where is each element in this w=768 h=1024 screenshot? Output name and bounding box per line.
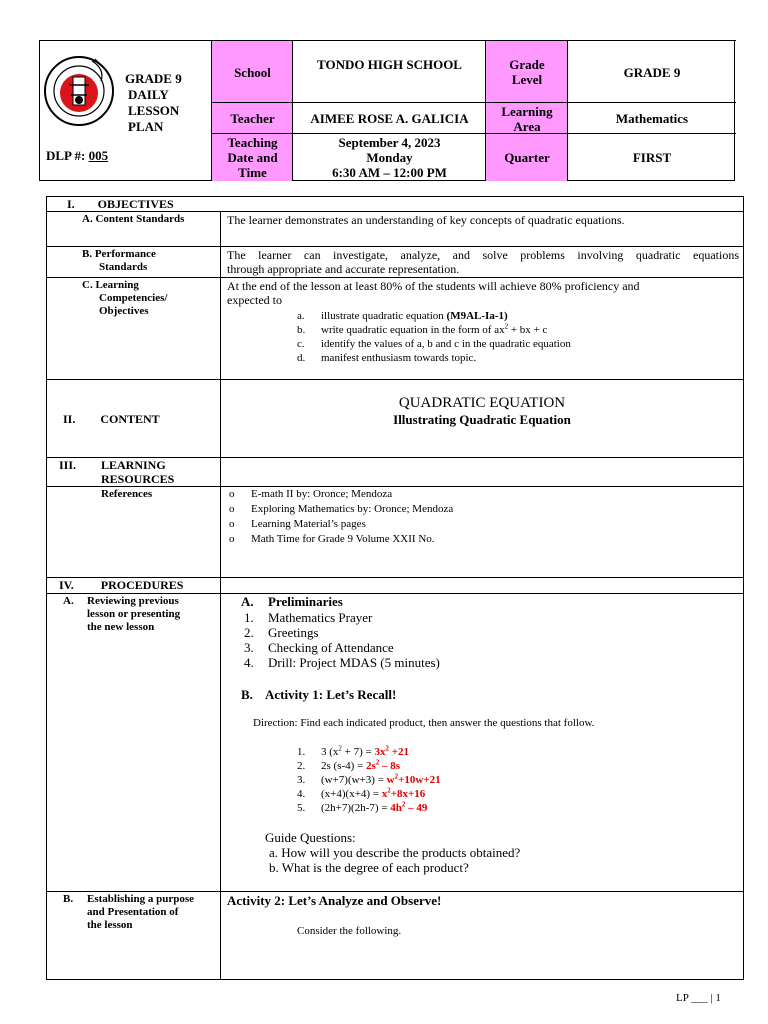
competencies-label-line: Competencies/ <box>99 292 168 304</box>
item-text: Drill: Project MDAS (5 minutes) <box>268 655 440 670</box>
product-number: 2. <box>297 760 306 772</box>
quarter-label-text: Quarter <box>504 150 550 165</box>
quarter-label <box>485 133 568 181</box>
plan-title <box>125 71 182 135</box>
dlp-label: DLP #: <box>46 148 86 163</box>
answer-sup: 2 <box>394 772 399 781</box>
reference-item <box>229 488 453 503</box>
grade-level-value <box>567 40 736 103</box>
item-text-rest: + bx + c <box>508 324 548 336</box>
school-label-text: School <box>234 64 271 80</box>
learning-area-label-text: Learning Area <box>501 103 553 134</box>
product-item <box>297 774 441 788</box>
item-text: Greetings <box>268 625 319 640</box>
day-line: Monday <box>366 150 413 165</box>
activity2-title: Activity 2: Let’s Analyze and Observe! <box>227 893 442 908</box>
content-title-block <box>221 395 743 427</box>
product-item <box>297 788 441 802</box>
performance-text-line: through appropriate and accurate representation. <box>227 262 460 276</box>
teacher-label <box>211 102 293 134</box>
references-list <box>229 488 453 548</box>
product-item <box>297 802 441 816</box>
item-code: (M9AL-Ia-1) <box>446 310 508 322</box>
teaching-date-value <box>292 133 486 181</box>
item-letter: a. <box>297 310 305 322</box>
school-value <box>292 40 486 103</box>
answer-sup: 2 <box>375 758 380 767</box>
content-standards-text: The learner demonstrates an understanding of key concepts of quadratic equations. <box>227 213 625 227</box>
time-line: 6:30 AM – 12:00 PM <box>332 165 447 180</box>
guide-question-a: a. How will you describe the products obtained? <box>269 845 521 860</box>
quarter-value <box>567 133 736 181</box>
product-item <box>297 746 441 760</box>
grade-level-value-text: GRADE 9 <box>623 64 681 80</box>
preliminary-item <box>244 610 440 625</box>
item-number: 2. <box>244 625 254 640</box>
procedures-label: PROCEDURES <box>100 578 184 592</box>
column-divider <box>220 211 221 980</box>
performance-label-line: B. Performance <box>82 248 156 260</box>
lesson-table <box>46 196 744 980</box>
item-number: 3. <box>244 640 254 655</box>
reference-text: Learning Material’s pages <box>251 518 366 530</box>
product-answer-rest: +10w+21 <box>398 774 441 786</box>
plan-title-line: DAILY <box>128 87 169 102</box>
procedure-a-line: the new lesson <box>87 621 155 633</box>
content-label: CONTENT <box>100 412 160 426</box>
products-list <box>297 746 441 816</box>
content-num: II. <box>63 412 76 426</box>
procedure-letter: A. <box>63 595 74 607</box>
competencies-intro-line: At the end of the lesson at least 80% of the students will achieve 80% proficiency and <box>227 279 640 293</box>
row-divider <box>47 379 743 380</box>
row-divider <box>47 246 743 247</box>
objectives-num: I. <box>67 197 75 211</box>
objective-item-d <box>297 352 476 365</box>
product-answer: x <box>381 788 388 800</box>
competencies-label-line: C. Learning <box>82 279 139 291</box>
procedures-heading <box>59 578 183 592</box>
answer-sup: 2 <box>401 800 406 809</box>
item-number: 4. <box>244 655 254 670</box>
school-seal <box>43 55 115 127</box>
plan-title-line: LESSON <box>128 103 180 118</box>
item-letter: b. <box>297 324 306 336</box>
resources-label-line: LEARNING <box>101 458 166 472</box>
performance-standards-text <box>227 248 739 276</box>
activity1-letter: B. <box>241 687 253 702</box>
reference-text: Exploring Mathematics by: Oronce; Mendoza <box>251 503 454 515</box>
activity1-title: Activity 1: Let’s Recall! <box>265 687 397 702</box>
school-seal-icon <box>43 55 115 127</box>
learning-area-value <box>567 102 736 134</box>
guide-question-b: b. What is the degree of each product? <box>269 860 469 875</box>
reference-item <box>229 503 453 518</box>
content-subtitle: Illustrating Quadratic Equation <box>393 412 571 427</box>
procedure-a-line: lesson or presenting <box>87 608 181 620</box>
bullet-icon: o <box>229 503 235 515</box>
performance-label-line: Standards <box>99 261 148 273</box>
procedure-b-line: Establishing a purpose <box>87 893 194 905</box>
competencies-intro <box>227 279 640 307</box>
item-text: write quadratic equation in the form of ax <box>321 324 505 336</box>
item-text: Checking of Attendance <box>268 640 394 655</box>
item-letter: d. <box>297 352 306 364</box>
procedure-a-label <box>63 595 181 633</box>
resources-num: III. <box>59 458 77 472</box>
objectives-title: OBJECTIVES <box>97 197 174 211</box>
product-number: 3. <box>297 774 306 786</box>
competencies-label <box>82 279 167 318</box>
product-expression: (x+4)(x+4) = <box>321 788 382 800</box>
preliminary-item <box>244 640 440 655</box>
product-expression: (w+7)(w+3) = <box>321 774 387 786</box>
item-number: 1. <box>244 610 254 625</box>
product-expression-rest: + 7) = <box>341 746 375 758</box>
product-number: 4. <box>297 788 306 800</box>
objective-item-a <box>297 310 508 323</box>
bullet-icon: o <box>229 488 235 500</box>
product-number: 5. <box>297 802 306 814</box>
school-value-text: TONDO HIGH SCHOOL <box>317 57 462 72</box>
product-expression: (2h+7)(2h-7) = <box>321 802 391 814</box>
row-divider <box>47 891 743 892</box>
teacher-label-text: Teacher <box>230 111 275 126</box>
row-divider <box>47 277 743 278</box>
plan-title-line: PLAN <box>128 119 164 134</box>
product-answer-rest: – 49 <box>405 802 428 814</box>
dlp-value: 005 <box>88 148 109 163</box>
guide-questions <box>265 830 520 875</box>
objectives-heading <box>67 197 174 211</box>
preliminaries-list <box>244 610 440 670</box>
performance-text-line: The learner can investigate, analyze, and solve problems involving quadratic equations <box>227 248 739 262</box>
resources-label-line: RESOURCES <box>101 472 175 486</box>
teaching-date-label <box>211 133 293 181</box>
product-expression: 3 (x <box>321 746 339 758</box>
preliminaries-heading <box>241 594 343 609</box>
product-sup: 2 <box>338 744 342 753</box>
procedure-b-text <box>87 893 194 932</box>
bullet-icon: o <box>229 533 235 545</box>
procedure-a-text <box>87 595 180 634</box>
preliminaries-title: Preliminaries <box>268 594 343 609</box>
reference-item <box>229 518 453 533</box>
item-sup: 2 <box>504 322 509 331</box>
guide-title: Guide Questions: <box>265 830 356 845</box>
page-footer: LP ___ | 1 <box>676 992 721 1004</box>
item-text: manifest enthusiasm towards topic. <box>321 352 477 364</box>
item-letter: c. <box>297 338 305 350</box>
procedure-a-line: Reviewing previous <box>87 595 179 607</box>
product-answer: 4h <box>390 802 402 814</box>
school-label <box>211 40 293 103</box>
header-table <box>39 40 735 181</box>
product-item <box>297 760 441 774</box>
product-answer-rest: – 8s <box>379 760 401 772</box>
dlp-number <box>46 148 108 164</box>
product-answer: 3x <box>374 746 386 758</box>
procedure-b-line: and Presentation of <box>87 906 179 918</box>
activity2-consider: Consider the following. <box>297 925 402 937</box>
item-text: identify the values of a, b and c in the quadratic equation <box>321 338 571 350</box>
product-expression: 2s (s-4) = <box>321 760 367 772</box>
row-divider <box>47 593 743 594</box>
objective-item-c <box>297 338 571 351</box>
product-answer-rest: +21 <box>389 746 410 758</box>
reference-text: Math Time for Grade 9 Volume XXII No. <box>251 533 435 545</box>
row-divider <box>47 211 743 212</box>
resources-label <box>101 458 174 486</box>
bullet-icon: o <box>229 518 235 530</box>
grade-level-label <box>485 40 568 103</box>
resources-heading <box>59 458 175 486</box>
answer-sup: 2 <box>385 744 389 753</box>
product-answer: w <box>386 774 395 786</box>
preliminary-item <box>244 655 440 670</box>
competencies-intro-line: expected to <box>227 293 282 307</box>
activity1-direction: Direction: Find each indicated product, then answer the questions that follow. <box>253 717 595 729</box>
product-answer-rest: +8x+16 <box>390 788 426 800</box>
plan-title-line: GRADE 9 <box>125 71 182 86</box>
row-divider <box>47 486 743 487</box>
learning-area-value-text: Mathematics <box>615 111 689 126</box>
grade-level-label-text: Grade Level <box>509 57 545 87</box>
content-heading <box>63 412 160 426</box>
competencies-label-line: Objectives <box>99 305 149 317</box>
reference-text: E-math II by: Oronce; Mendoza <box>251 488 393 500</box>
answer-sup: 2 <box>387 786 391 795</box>
product-number: 1. <box>297 746 306 758</box>
content-standards-label: A. Content Standards <box>82 213 185 225</box>
procedure-b-label <box>63 893 194 931</box>
learning-area-label <box>485 102 568 134</box>
references-label: References <box>101 488 153 500</box>
item-text: Mathematics Prayer <box>268 610 373 625</box>
objective-item-b <box>297 324 547 337</box>
teacher-value-text: AIMEE ROSE A. GALICIA <box>310 111 469 126</box>
item-text: illustrate quadratic equation <box>321 310 447 322</box>
reference-item <box>229 533 453 548</box>
performance-standards-label <box>82 248 156 274</box>
procedure-letter: B. <box>63 893 74 905</box>
quarter-value-text: FIRST <box>632 150 672 165</box>
product-answer: 2s <box>366 760 376 772</box>
teaching-date-label-text: Teaching Date and Time <box>227 135 278 180</box>
date-line: September 4, 2023 <box>338 135 441 150</box>
teacher-value <box>292 102 486 134</box>
activity1-heading <box>241 687 396 702</box>
content-title: QUADRATIC EQUATION <box>398 395 566 411</box>
preliminaries-letter: A. <box>241 594 254 609</box>
preliminary-item <box>244 625 440 640</box>
procedure-b-line: the lesson <box>87 919 133 931</box>
procedures-num: IV. <box>59 578 74 592</box>
